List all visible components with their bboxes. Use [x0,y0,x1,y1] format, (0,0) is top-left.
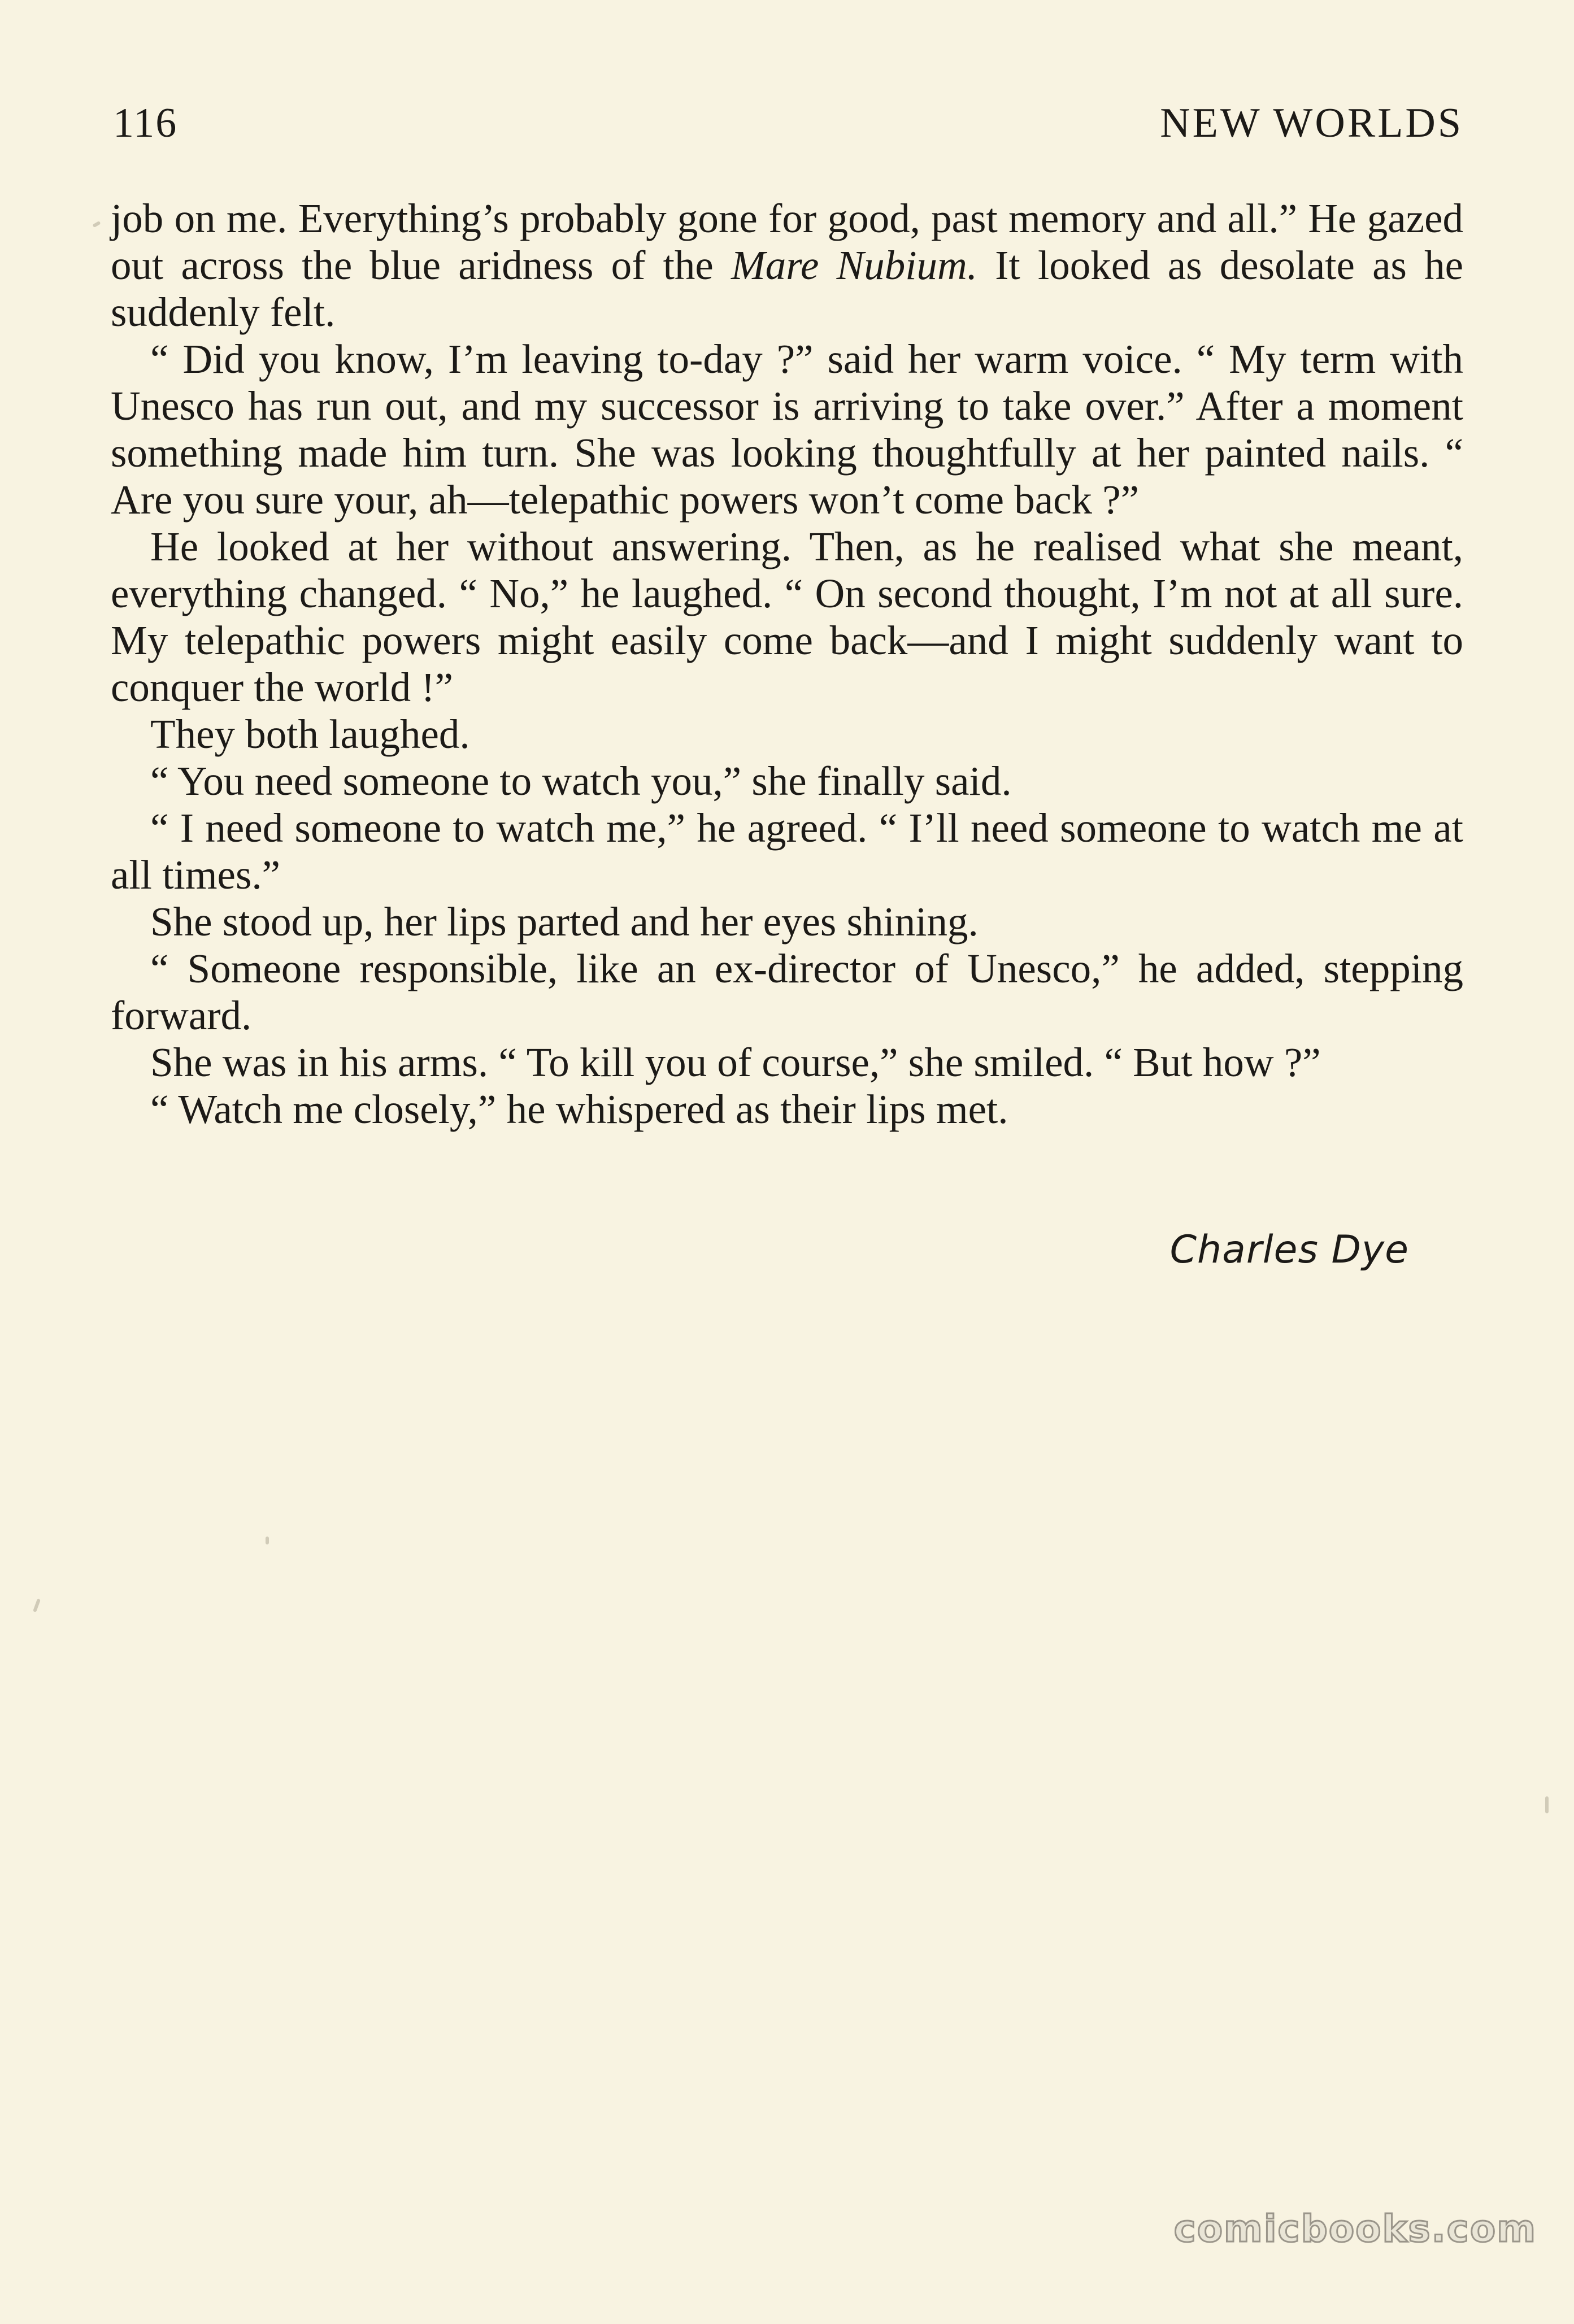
text-run: It looked as desolate as he suddenly felt. [111,242,1464,335]
paragraph: She was in his arms. “ To kill you of course,” she smiled. “ But how ?” [150,1039,1321,1085]
print-speck [33,1599,41,1613]
story-text [111,195,1463,1133]
running-head [113,95,1463,151]
paragraph: “ You need someone to watch you,” she finally said. [150,758,1012,804]
print-speck [1545,1796,1549,1813]
paragraph: “ Watch me closely,” he whispered as their lips met. [150,1086,1008,1132]
print-speck [266,1537,269,1544]
paragraph: She stood up, her lips parted and her eyes shining. [150,899,979,945]
text-run: job on me. Everything’s probably gone for good, past memory and all.” He gazed out across the blue aridness of the [111,195,1463,288]
paragraph [111,195,1463,336]
italic-place-name: Mare Nubium. [731,242,978,288]
paragraph: They both laughed. [150,711,470,757]
print-speck [92,221,101,228]
paragraph: “ Did you know, I’m leaving to-day ?” said her warm voice. “ My term with Unesco has run out, and my successor is arriving to take over.” After a moment something made him turn. She was looking thoughtfully at her painted nails. “ Are you sure your, ah—telepathic powers won’t come back ?” [111,336,1463,523]
site-watermark: comicbooks.com [1173,2207,1537,2251]
author-signature: Charles Dye [1169,1228,1409,1272]
page-number: 116 [113,100,178,146]
paragraph: “ I need someone to watch me,” he agreed. “ I’ll need someone to watch me at all times.” [111,805,1463,898]
paragraph: “ Someone responsible, like an ex-director of Unesco,” he added, stepping forward. [111,946,1463,1038]
paragraph: He looked at her without answering. Then, as he realised what she meant, everything changed. “ No,” he laughed. “ On second thought, I’m not at all sure. My telepathic powers might easily come back—and I might suddenly want to conquer the world !” [111,524,1463,710]
journal-title: NEW WORLDS [1160,100,1463,146]
